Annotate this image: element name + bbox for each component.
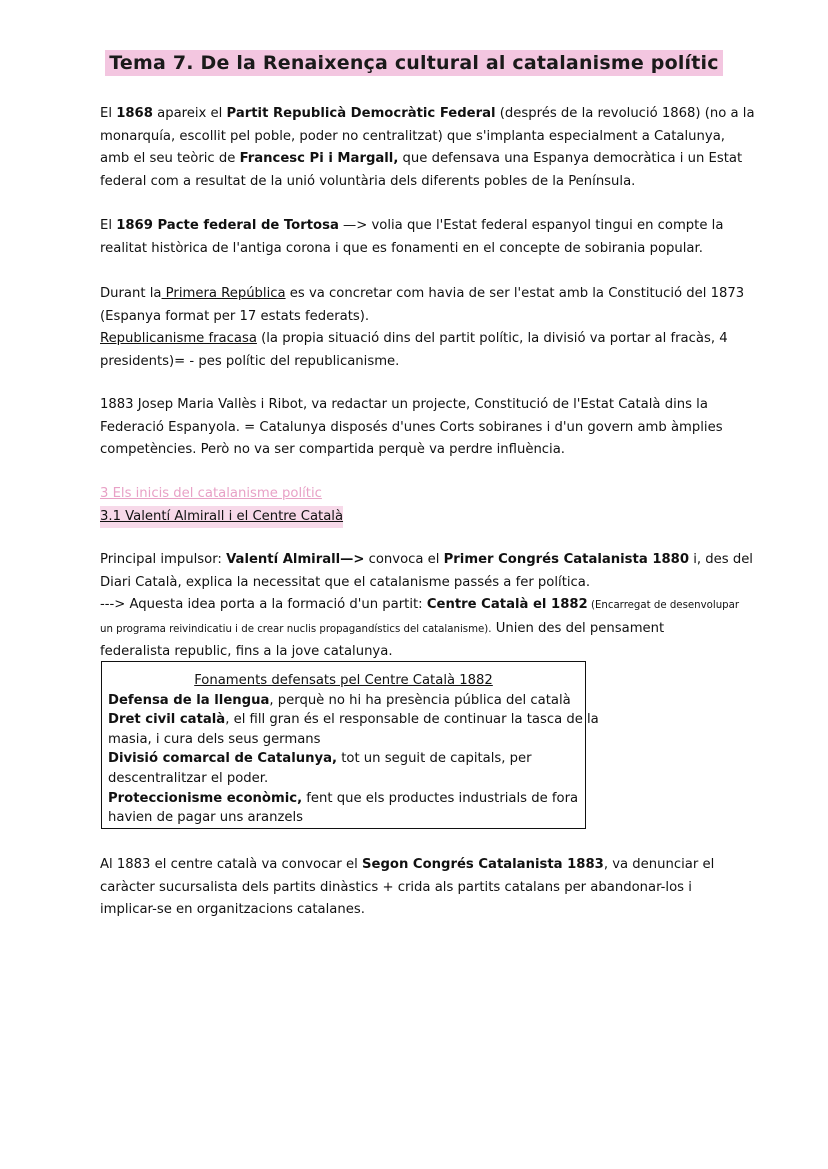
box-line: havien de pagar uns aranzels xyxy=(108,810,304,826)
bold-congress-name: Primer Congrés Catalanista 1880 xyxy=(443,552,690,567)
text-line xyxy=(100,103,755,126)
text-line xyxy=(100,549,753,572)
box-title: Fonaments defensats pel Centre Català 1882 xyxy=(194,673,493,688)
text-line xyxy=(100,594,740,618)
text-line: realitat històrica de l'antiga corona i que es fonamenti en el concepte de sobirania popular. xyxy=(100,240,703,256)
text-line: (Espanya format per 17 estats federats). xyxy=(100,308,370,324)
text-line xyxy=(100,328,728,351)
box-line: masia, i cura dels seus germans xyxy=(108,731,321,747)
text-run: El xyxy=(100,218,117,233)
text-line: 1883 Josep Maria Vallès i Ribot, va redactar un projecte, Constitució de l'Estat Català dins la xyxy=(100,397,708,412)
text-run: , perquè no hi ha presència pública del català xyxy=(269,692,571,708)
text-run: —> volia que l'Estat federal espanyol tingui en compte la xyxy=(338,218,724,233)
text-line xyxy=(100,283,745,306)
paragraph-partit-republica xyxy=(100,103,755,193)
text-line xyxy=(100,215,725,238)
underlined-term: Republicanisme fracasa xyxy=(100,331,257,346)
paragraph-almirall xyxy=(100,549,753,664)
bold-party-name: Partit Republicà Democràtic Federal xyxy=(226,106,496,121)
paragraph-valles-ribot xyxy=(100,394,725,462)
text-run: (després de la revolució 1868) (no a la xyxy=(495,106,755,121)
paragraph-primera-republica xyxy=(100,283,745,373)
text-line xyxy=(100,618,740,642)
text-run: fent que els productes industrials de fora xyxy=(302,790,579,806)
page-title: Tema 7. De la Renaixença cultural al catalanisme polític xyxy=(105,50,722,76)
text-run: , va denunciar el xyxy=(603,857,715,872)
underlined-term: Primera República xyxy=(161,286,286,301)
text-line: competències. Però no va ser compartida perquè va perdre influència. xyxy=(100,442,565,457)
text-line: federalista republic, fins a la jove catalunya. xyxy=(100,644,393,659)
text-run: Durant la xyxy=(100,286,162,301)
bold-congress-name: Segon Congrés Catalanista 1883 xyxy=(362,857,604,872)
text-run: Principal impulsor: xyxy=(100,552,227,567)
text-run: (la propia situació dins del partit polític, la divisió va portar al fracàs, 4 xyxy=(256,331,728,346)
text-line: Diari Català, explica la necessitat que el catalanisme passés a fer política. xyxy=(100,574,591,590)
text-run: i, des del xyxy=(689,552,753,567)
text-run: que defensava una Espanya democràtica i un Estat xyxy=(398,151,743,166)
section-heading: 3 Els inicis del catalanisme polític xyxy=(100,486,322,501)
small-text-run: un programa reivindicatiu i de crear nuclis propagandístics del catalanisme). xyxy=(100,623,492,635)
small-text-run: (Encarregat de desenvolupar xyxy=(587,600,740,611)
text-line xyxy=(100,148,743,171)
text-line: federal com a resultat de la unió voluntària dels diferents pobles de la Península. xyxy=(100,173,636,189)
paragraph-pacte-tortosa xyxy=(100,215,725,260)
bold-term: Defensa de la llengua xyxy=(108,692,270,708)
box-line: descentralitzar el poder. xyxy=(108,770,269,786)
text-line: presidents)= - pes polític del republicanisme. xyxy=(100,353,400,369)
fonaments-box xyxy=(101,661,599,829)
text-run: El xyxy=(100,106,117,121)
text-line: implicar-se en organitzacions catalanes. xyxy=(100,902,365,917)
text-line: monarquía, escollit pel poble, poder no centralitzat) que s'implanta especialment a Catalunya, xyxy=(100,128,725,144)
box-line xyxy=(108,749,579,769)
text-line: caràcter sucursalista dels partits dinàstics + crida als partits catalans per abandonar-los i xyxy=(100,879,692,895)
text-run: convoca el xyxy=(364,552,444,567)
bold-term: Dret civil català xyxy=(108,712,226,728)
text-run: Al 1883 el centre català va convocar el xyxy=(100,857,362,872)
bold-pacte-name: 1869 Pacte federal de Tortosa xyxy=(116,218,339,233)
text-line: Federació Espanyola. = Catalunya disposés d'unes Corts sobiranes i d'un govern amb àmplies xyxy=(100,419,723,435)
box-line xyxy=(108,691,579,711)
text-run: , el fill gran és el responsable de continuar la tasca de la xyxy=(225,712,599,728)
bold-person-name: Francesc Pi i Margall, xyxy=(239,151,399,166)
text-run: apareix el xyxy=(152,106,227,121)
bold-person-name: Valentí Almirall—> xyxy=(226,552,365,567)
bold-year: 1868 xyxy=(116,106,153,121)
subsection-heading: 3.1 Valentí Almirall i el Centre Català xyxy=(100,506,343,528)
bold-term: Divisió comarcal de Catalunya, xyxy=(108,751,338,767)
text-run: amb el seu teòric de xyxy=(100,151,240,166)
paragraph-segon-congres xyxy=(100,854,725,922)
text-run: tot un seguit de capitals, per xyxy=(337,751,532,767)
text-line xyxy=(100,854,725,877)
bold-term: Proteccionisme econòmic, xyxy=(108,790,303,806)
text-run: ---> Aquesta idea porta a la formació d'un partit: xyxy=(100,597,427,612)
bold-party-name: Centre Català el 1882 xyxy=(426,597,588,612)
box-line xyxy=(108,789,579,809)
text-run: Unien des del pensament xyxy=(491,620,665,636)
box-line xyxy=(108,710,599,730)
title-container xyxy=(0,50,828,76)
text-run: es va concretar com havia de ser l'estat amb la Constitució del 1873 xyxy=(285,286,745,301)
